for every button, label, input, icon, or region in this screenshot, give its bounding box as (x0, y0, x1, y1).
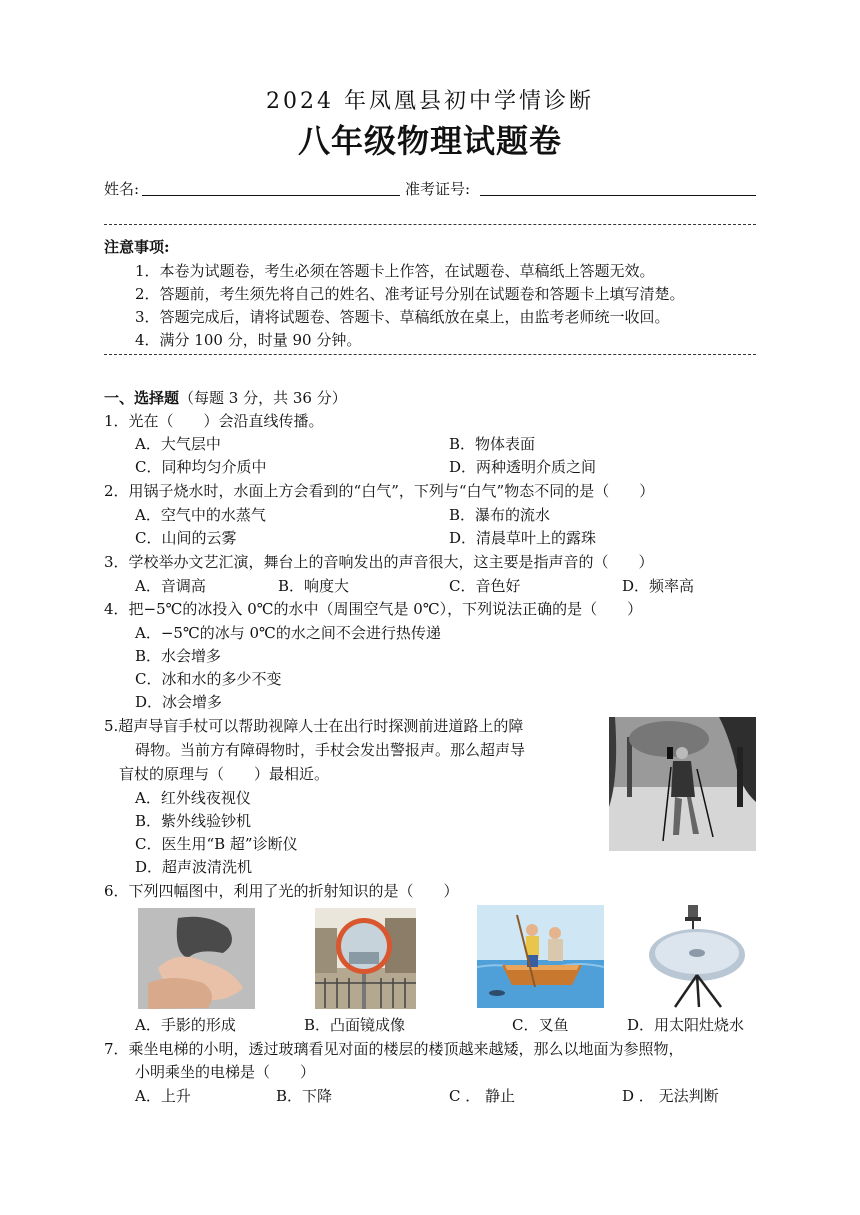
notice-heading: 注意事项: (104, 238, 170, 256)
option: B．下降 (276, 1087, 333, 1105)
option: C．山间的云雾 (135, 529, 237, 547)
question-stem: 小明乘坐的电梯是（ ） (135, 1063, 316, 1081)
option: D．清晨草叶上的露珠 (449, 529, 597, 547)
option: B．凸面镜成像 (304, 1016, 406, 1034)
option: D．两种透明介质之间 (449, 458, 597, 476)
question-stem: 2．用锅子烧水时，水面上方会看到的“白气”，下列与“白气”物态不同的是（ ） (104, 482, 655, 500)
exam-subtitle: 2024 年凤凰县初中学情诊断 (266, 89, 594, 114)
question-stem: 4．把−5℃的冰投入 0℃的水中（周围空气是 0℃），下列说法正确的是（ ） (104, 600, 643, 618)
option: D ． 无法判断 (622, 1087, 719, 1105)
section-note: （每题 3 分，共 36 分） (179, 389, 347, 407)
section-title: 一、选择题 (104, 389, 180, 407)
blind-cane-photo (609, 717, 756, 851)
option: A．红外线夜视仪 (135, 789, 251, 807)
option: B．瀑布的流水 (449, 506, 551, 524)
question-stem: 5.超声导盲手杖可以帮助视障人士在出行时探测前进道路上的障 (104, 717, 524, 735)
id-field[interactable] (480, 195, 756, 196)
question-stem: 碍物。当前方有障碍物时，手杖会发出警报声。那么超声导 (135, 741, 526, 759)
option: D．超声波清洗机 (135, 858, 253, 876)
option: C．医生用“B 超”诊断仪 (135, 835, 298, 853)
notice-item: 1．本卷为试题卷，考生必须在答题卡上作答，在试题卷、草稿纸上答题无效。 (135, 262, 655, 280)
section-heading (104, 387, 347, 408)
option: C．音色好 (449, 577, 521, 595)
option: D．用太阳灶烧水 (627, 1016, 745, 1034)
name-label: 姓名: (104, 180, 140, 198)
name-field[interactable] (142, 195, 400, 196)
question-stem: 7．乘坐电梯的小明，透过玻璃看见对面的楼层的楼顶越来越矮，那么以地面为参照物， (104, 1040, 684, 1058)
option: B．水会增多 (135, 647, 222, 665)
notice-item: 3．答题完成后，请将试题卷、答题卡、草稿纸放在桌上，由监考老师统一收回。 (135, 308, 670, 326)
spear-fishing-picture (477, 905, 604, 1008)
exam-title: 八年级物理试题卷 (297, 122, 562, 160)
option: A．手影的形成 (135, 1016, 236, 1034)
divider (104, 354, 756, 355)
option: B．物体表面 (449, 435, 536, 453)
question-stem: 1．光在（ ）会沿直线传播。 (104, 412, 324, 430)
option: A．上升 (135, 1087, 191, 1105)
option: B．响度大 (278, 577, 350, 595)
question-stem: 3．学校举办文艺汇演，舞台上的音响发出的声音很大，这主要是指声音的（ ） (104, 553, 654, 571)
convex-mirror-photo (315, 908, 416, 1009)
option: A．音调高 (135, 577, 206, 595)
option: D．频率高 (622, 577, 695, 595)
notice-item: 2．答题前，考生须先将自己的姓名、准考证号分别在试题卷和答题卡上填写清楚。 (135, 285, 685, 303)
option: D．冰会增多 (135, 693, 223, 711)
id-label: 准考证号: (405, 180, 471, 198)
option: A．大气层中 (135, 435, 221, 453)
option: C ． 静止 (449, 1087, 516, 1105)
option: A．−5℃的冰与 0℃的水之间不会进行热传递 (135, 624, 441, 642)
divider (104, 224, 756, 225)
notice-item: 4．满分 100 分，时量 90 分钟。 (135, 331, 362, 349)
option: A．空气中的水蒸气 (135, 506, 266, 524)
hand-shadow-photo (138, 908, 255, 1009)
option: B．紫外线验钞机 (135, 812, 252, 830)
option: C．叉鱼 (512, 1016, 569, 1034)
option: C．冰和水的多少不变 (135, 670, 282, 688)
question-stem: 6．下列四幅图中，利用了光的折射知识的是（ ） (104, 882, 459, 900)
option: C．同种均匀介质中 (135, 458, 267, 476)
question-stem: 盲杖的原理与（ ）最相近。 (119, 765, 330, 783)
solar-cooker-photo (645, 903, 750, 1009)
